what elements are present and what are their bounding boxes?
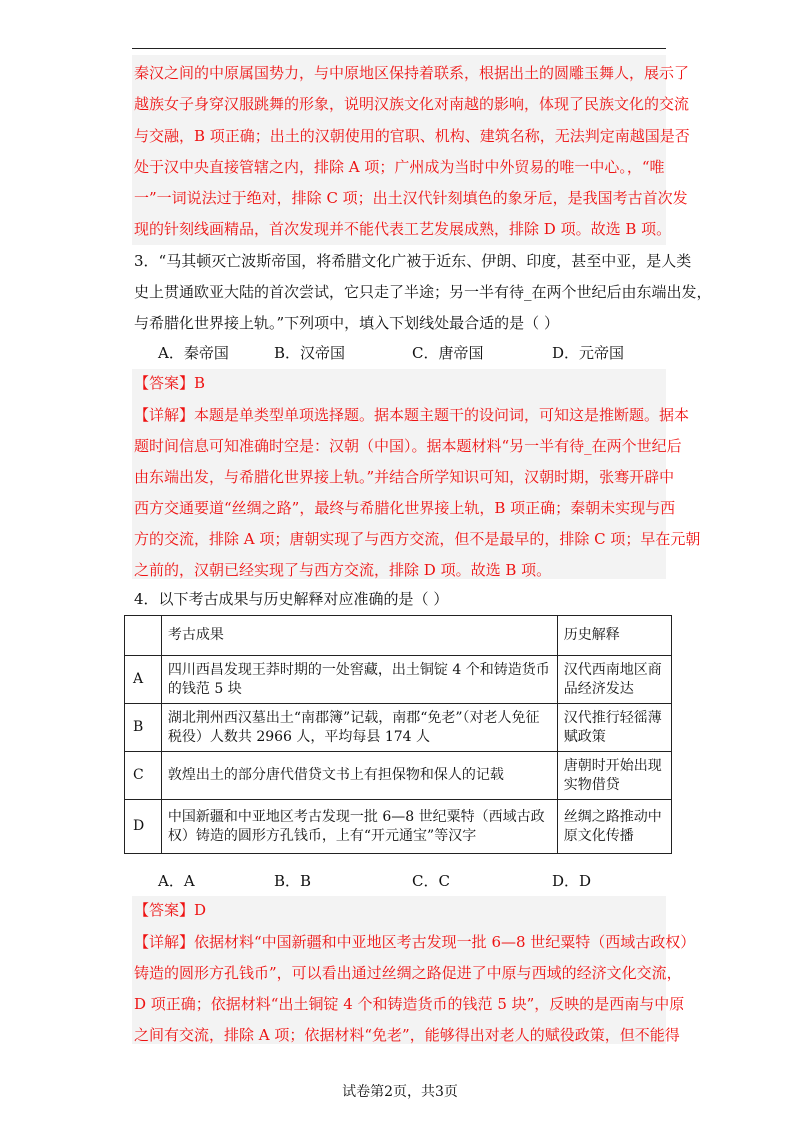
detail-line: 由东端出发，与希腊化世界接上轨。”并结合所学知识可知，汉朝时期，张骞开辟中 [134,468,675,486]
answer-label: 【答案】B [134,374,206,392]
table-cell: 湖北荆州西汉墓出土“南郡簿”记载，南郡“免老”（对老人免征税役）人数共 2966 人，平均每县 174 人 [161,704,557,752]
detail-line: 之前的，汉朝已经实现了与西方交流，排除 D 项。故选 B 项。 [134,561,552,579]
table-cell: A [125,656,162,704]
archaeology-table [124,615,672,854]
choice-d: D．D [552,872,592,890]
detail-line: 铸造的圆形方孔钱币”，可以看出通过丝绸之路促进了中原与西域的经济文化交流， [134,964,682,982]
detail-line: 题时间信息可知准确时空是：汉朝（中国）。据本题材料“另一半有待_在两个世纪后 [134,437,682,455]
table-header-cell: 历史解释 [557,616,671,656]
table-header-row [125,616,672,656]
table-cell: D [125,800,162,854]
table-cell: B [125,704,162,752]
choice-a: A．秦帝国 [158,344,229,362]
detail-line: 【详解】本题是单类型单项选择题。据本题主题干的设问词，可知这是推断题。据本 [134,406,690,424]
table-row [125,800,672,854]
table-row [125,656,672,704]
choice-c: C．唐帝国 [412,344,484,362]
explanation-line: 一”一词说法过于绝对，排除 C 项；出土汉代针刻填色的象牙卮，是我国考古首次发 [134,189,688,207]
table-header-cell [125,616,162,656]
explanation-line: 越族女子身穿汉服跳舞的形象，说明汉族文化对南越的影响，体现了民族文化的交流 [134,95,690,113]
detail-line: 方的交流，排除 A 项；唐朝实现了与西方交流，但不是最早的，排除 C 项；早在元朝 [134,530,701,548]
detail-line: 之间有交流，排除 A 项；依据材料“免老”，能够得出对老人的赋役政策，但不能得 [134,1026,680,1044]
question-4-stem: 4．以下考古成果与历史解释对应准确的是（ ） [134,590,449,608]
table-cell: C [125,752,162,800]
table-cell: 四川西昌发现王莽时期的一处窖藏，出土铜锭 4 个和铸造货币的钱范 5 块 [161,656,557,704]
table-header-cell: 考古成果 [161,616,557,656]
table-cell: 汉代推行轻徭薄赋政策 [557,704,671,752]
explanation-line: 处于汉中央直接管辖之内，排除 A 项；广州成为当时中外贸易的唯一中心。，“唯 [134,158,665,176]
explanation-block-1 [132,55,666,245]
table-cell: 汉代西南地区商品经济发达 [557,656,671,704]
question-3-stem: 与希腊化世界接上轨。”下列项中，填入下划线处最合适的是（ ） [134,314,559,332]
detail-line: 【详解】依据材料“中国新疆和中亚地区考古发现一批 6—8 世纪粟特（西域古政权） [134,933,696,951]
choice-b: B．B [274,872,312,890]
choice-a: A．A [158,872,195,890]
table-cell: 敦煌出土的部分唐代借贷文书上有担保物和保人的记载 [161,752,557,800]
explanation-line: 现的针刻线画精品，首次发现并不能代表工艺发展成熟，排除 D 项。故选 B 项。 [134,220,672,238]
answer-label: 【答案】D [134,901,207,919]
question-3-stem: 3．“马其顿灭亡波斯帝国，将希腊文化广被于近东、伊朗、印度，甚至中亚，是人类 [134,252,692,270]
choice-b: B．汉帝国 [274,344,346,362]
detail-line: D 项正确；依据材料“出土铜锭 4 个和铸造货币的钱范 5 块”，反映的是西南与中原 [134,995,685,1013]
table-cell: 中国新疆和中亚地区考古发现一批 6—8 世纪粟特（西域古政权）铸造的圆形方孔钱币，上有“开元通宝”等汉字 [161,800,557,854]
header-rule [132,48,666,49]
choice-c: C．C [412,872,450,890]
question-3-stem: 史上贯通欧亚大陆的首次尝试，它只走了半途；另一半有待_在两个世纪后由东端出发， [134,283,712,301]
choice-d: D．元帝国 [552,344,625,362]
table-cell: 唐朝时开始出现实物借贷 [557,752,671,800]
table-row [125,752,672,800]
explanation-line: 与交融，B 项正确；出土的汉朝使用的官职、机构、建筑名称，无法判定南越国是否 [134,127,690,145]
explanation-line: 秦汉之间的中原属国势力，与中原地区保持着联系，根据出土的圆雕玉舞人，展示了 [134,64,690,82]
table-row [125,704,672,752]
detail-line: 西方交通要道“丝绸之路”，最终与希腊化世界接上轨，B 项正确；秦朝未实现与西 [134,499,676,517]
page-footer: 试卷第2页，共3页 [342,1084,458,1100]
table-cell: 丝绸之路推动中原文化传播 [557,800,671,854]
